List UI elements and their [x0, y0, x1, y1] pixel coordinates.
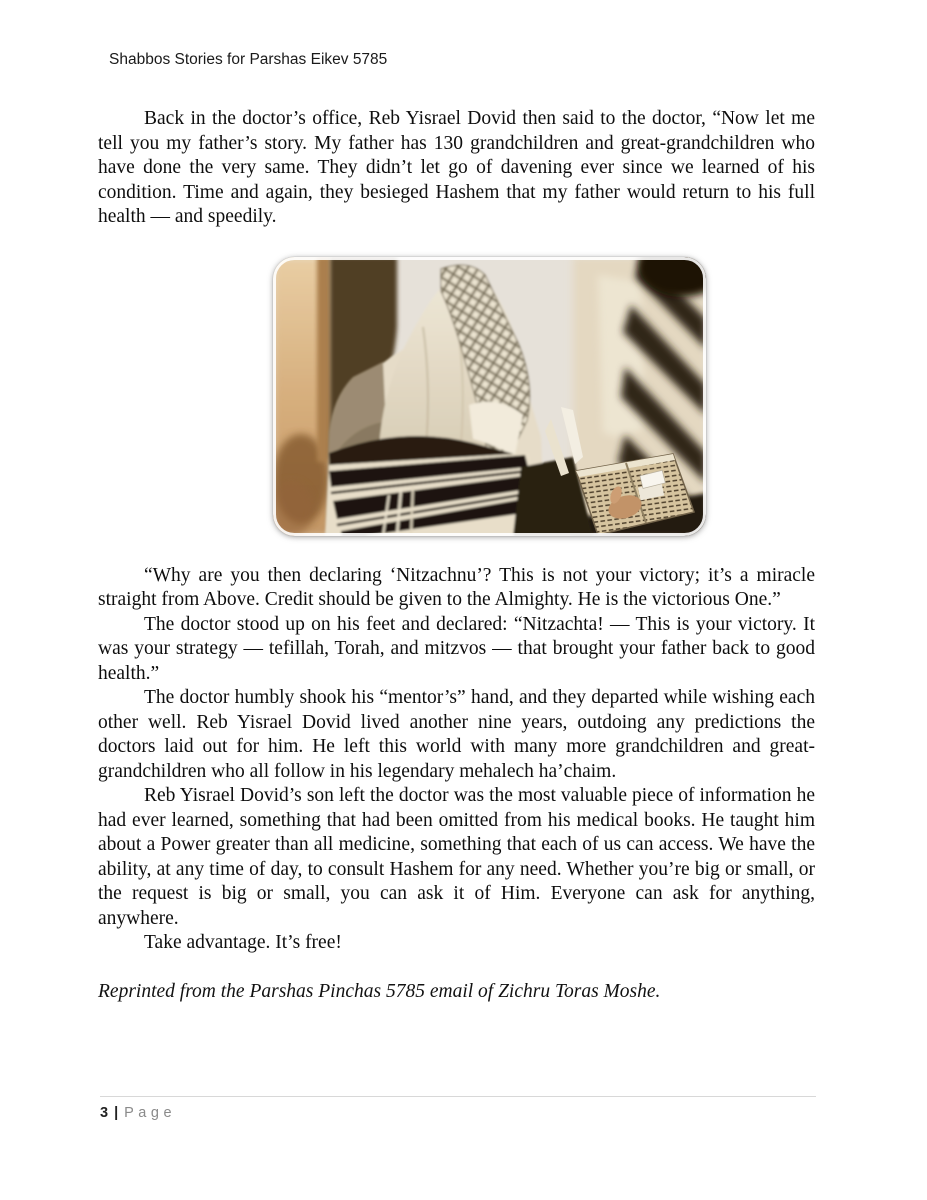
story-paragraph: Take advantage. It’s free! — [144, 932, 342, 953]
footer-page-label: Page — [124, 1105, 177, 1121]
story-paragraph: Reb Yisrael Dovid’s son left the doctor was the most valuable piece of information he had ever learned, something that had been omitted from his medical books. He taught him about a Power greater than all medicine, something that each of us can access. We have the ability, at any time of day, to consult Hashem for any need. Whether you’re big or small, or the request is big or small, you can ask it of Him. Everyone can ask for anything, anywhere. — [98, 785, 815, 929]
page-footer — [100, 1096, 816, 1121]
tallis-photo — [273, 257, 706, 536]
story-paragraph: “Why are you then declaring ‘Nitzachnu’? This is not your victory; it’s a miracle straight from Above. Credit should be given to the Almighty. He is the victorious One.” — [98, 564, 815, 610]
document-body — [98, 107, 815, 1004]
story-paragraph: The doctor stood up on his feet and declared: “Nitzachta! — This is your victory. It was your strategy — tefillah, Torah, and mitzvos — that brought your father back to good health.” — [98, 613, 815, 684]
story-paragraph: Back in the doctor’s office, Reb Yisrael Dovid then said to the doctor, “Now let me tell you my father’s story. My father has 130 grandchildren and great-grandchildren who have done the very same. They didn’t let go of davening ever since we learned of his condition. Time and again, they besieged Hashem that my father would return to his full health — and speedily. — [98, 108, 815, 227]
story-paragraph: The doctor humbly shook his “mentor’s” hand, and they departed while wishing each other well. Reb Yisrael Dovid lived another nine years, outdoing any predictions the doctors laid out for him. He left this world with many more grandchildren and great-grandchildren who all follow in his legendary mehalech ha’chaim. — [98, 687, 815, 782]
attribution-line: Reprinted from the Parshas Pinchas 5785 email of Zichru Toras Moshe. — [98, 980, 661, 1002]
document-header-title: Shabbos Stories for Parshas Eikev 5785 — [109, 51, 388, 68]
footer-separator: | — [114, 1105, 119, 1121]
page-number: 3 — [100, 1105, 109, 1121]
tallis-photo-graphic — [273, 257, 706, 536]
